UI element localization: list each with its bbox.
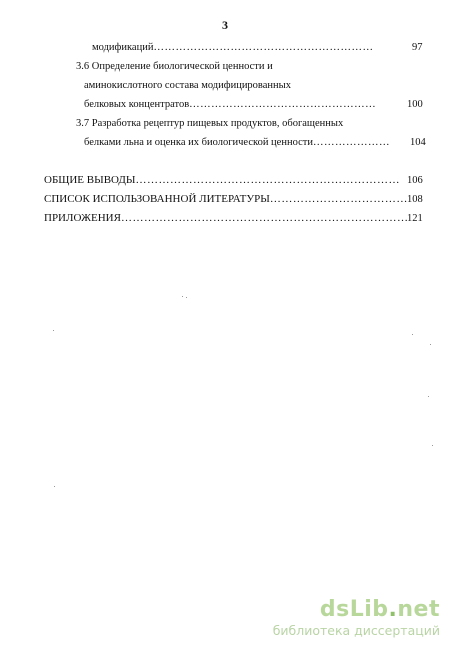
toc-entry-text: ПРИЛОЖЕНИЯ	[44, 212, 121, 224]
toc-entry-text: 3.7 Разработка рецептур пищевых продуктов, обогащенных	[76, 118, 344, 129]
toc-entry-3-6-line3	[84, 98, 385, 111]
toc-page-number: 106	[407, 175, 423, 186]
toc-entry-3-7-line2	[84, 136, 390, 149]
toc-entry-text: СПИСОК ИСПОЛЬЗОВАННОЙ ЛИТЕРАТУРЫ	[44, 193, 270, 205]
toc-entry-text: модификаций	[92, 42, 154, 53]
toc-page-number: 100	[407, 99, 423, 110]
toc-entry-text: ОБЩИЕ ВЫВОДЫ	[44, 174, 136, 186]
toc-page-number: 104	[410, 137, 426, 148]
dslib-watermark	[273, 597, 440, 638]
toc-leader-dots: ……………………………………………	[189, 99, 377, 110]
watermark-logo-main: dsLib	[319, 597, 389, 622]
scan-speck	[428, 396, 429, 397]
watermark-subtitle: библиотека диссертаций	[272, 623, 440, 638]
scan-speck	[54, 486, 55, 487]
toc-leader-dots: ………………………………	[269, 193, 408, 205]
toc-entry-3-6-line2	[84, 79, 291, 92]
toc-entry-appendices	[44, 212, 409, 225]
toc-page-number: 121	[407, 213, 423, 224]
scan-speck	[412, 334, 413, 335]
toc-entry-modifications	[92, 41, 411, 54]
toc-entry-text: аминокислотного состава модифицированных	[84, 80, 291, 91]
toc-leader-dots: …………………………………………………………………	[120, 212, 409, 224]
toc-page-number: 97	[412, 42, 423, 53]
toc-leader-dots: ……………………………………………………………	[135, 174, 401, 186]
scan-speck	[430, 344, 431, 345]
toc-leader-dots: …………………	[312, 137, 390, 148]
scan-speck	[182, 296, 183, 297]
toc-entry-references	[44, 193, 408, 206]
toc-entry-text: белковых концентратов	[84, 99, 190, 110]
page-number: 3	[222, 18, 228, 32]
toc-leader-dots: ……………………………………………………	[153, 42, 374, 53]
watermark-logo-tld: net	[397, 597, 440, 622]
toc-entry-text: белками льна и оценка их биологической ценности	[84, 137, 313, 148]
watermark-logo-dot: .	[388, 597, 398, 622]
scan-speck	[53, 330, 54, 331]
scan-speck	[432, 445, 433, 446]
toc-entry-general-conclusions	[44, 174, 401, 187]
toc-page-number: 108	[407, 194, 423, 205]
toc-entry-text: 3.6 Определение биологической ценности и	[76, 61, 273, 72]
watermark-logo	[273, 597, 440, 622]
toc-entry-3-7-line1	[76, 117, 343, 130]
scan-speck	[186, 297, 187, 298]
toc-entry-3-6-line1	[76, 60, 273, 73]
